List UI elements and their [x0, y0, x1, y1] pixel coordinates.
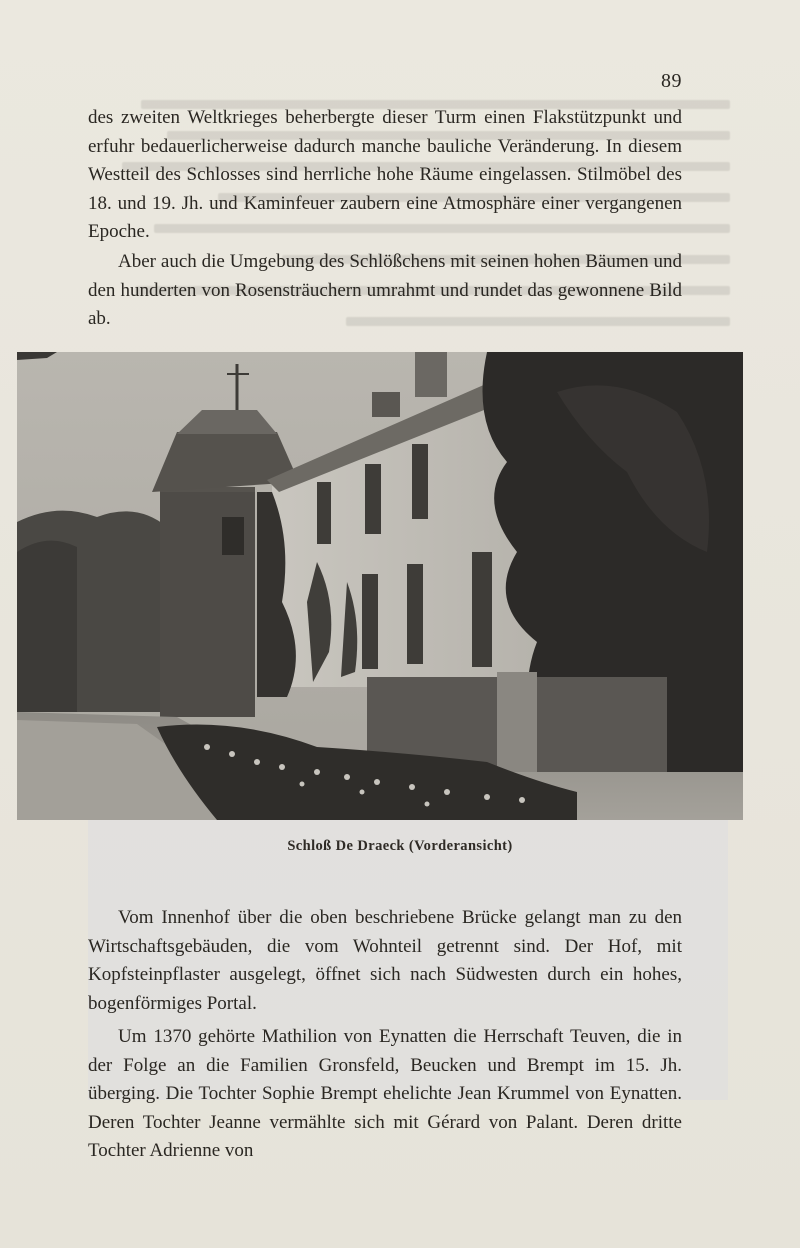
- paragraph-1: des zweiten Weltkrieges beherbergte dieser Turm einen Flakstützpunkt und erfuhr bedauerlicherweise dadurch manche bauliche Veränderung. In diesem Westteil des Schlosses sind herrliche hohe Räume eingelassen. Stilmöbel des 18. und 19. Jh. und Kaminfeuer zaubern eine Atmosphäre einer vergangenen Epoche.: [88, 107, 682, 243]
- figure-caption: Schloß De Draeck (Vorderansicht): [287, 838, 513, 854]
- paragraph-4: Um 1370 gehörte Mathilion von Eynatten die Herrschaft Teuven, die in der Folge an die Familien Gronsfeld, Beucken und Brempt im 15. Jh. überging. Die Tochter Sophie Brempt ehelichte Jean Krummel von Eynatten. Deren Tochter Jeanne vermählte sich mit Gérard von Palant. Deren dritte Tochter Adrienne von: [88, 1026, 682, 1162]
- castle-photograph: [17, 352, 743, 820]
- page-number: 89: [661, 70, 682, 92]
- paragraph-3: Vom Innenhof über die oben beschriebene Brücke gelangt man zu den Wirtschaftsgebäuden, die vom Wohnteil getrennt sind. Der Hof, mit Kopfsteinpflaster ausgelegt, öffnet sich nach Südwesten durch ein hohes, bogenförmiges Portal.: [88, 907, 682, 1014]
- paragraph-2: Aber auch die Umgebung des Schlößchens mit seinen hohen Bäumen und den hunderten von Rosensträuchern umrahmt und rundet das gewonnene Bild ab.: [88, 251, 682, 330]
